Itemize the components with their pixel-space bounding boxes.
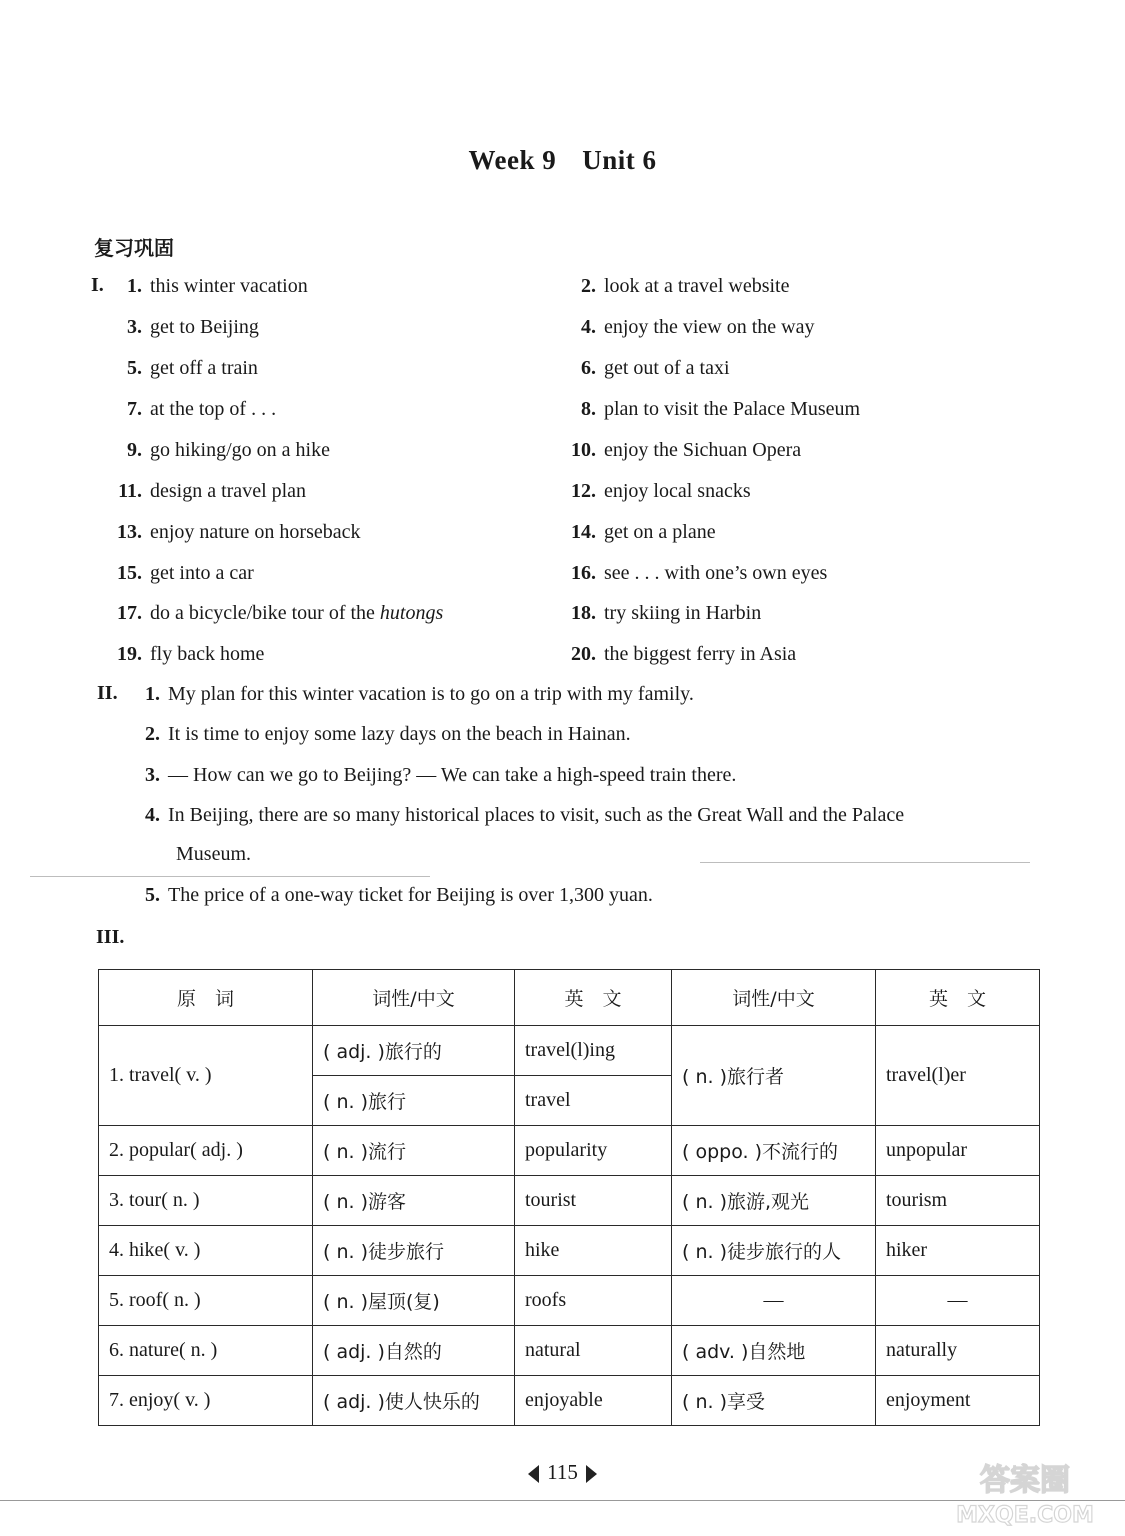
vocab-item-20: 20. the biggest ferry in Asia bbox=[571, 643, 797, 665]
cell-word: 5. roof( n. ) bbox=[99, 1276, 313, 1326]
cell-pos: ( adj. )使人快乐的 bbox=[313, 1376, 515, 1426]
table-header-row bbox=[99, 970, 1040, 1026]
vocab-item-1: 1. this winter vacation bbox=[127, 275, 308, 297]
hutongs-italic: hutongs bbox=[379, 602, 444, 624]
header-pos-chinese: 词性/中文 bbox=[313, 970, 515, 1026]
faint-line bbox=[700, 862, 1030, 863]
cell-dash: — bbox=[876, 1276, 1040, 1326]
week-label: Week 9 bbox=[468, 145, 557, 175]
cell-word: 3. tour( n. ) bbox=[99, 1176, 313, 1226]
header-pos-chinese-2: 词性/中文 bbox=[672, 970, 876, 1026]
cell-pos: ( adj. )旅行的 bbox=[313, 1026, 515, 1076]
cell-pos: ( n. )流行 bbox=[313, 1126, 515, 1176]
part3-label: III. bbox=[96, 926, 125, 948]
watermark-logo bbox=[930, 1458, 1120, 1528]
cell-english: popularity bbox=[515, 1126, 672, 1176]
cell-pos: ( n. )旅游,观光 bbox=[672, 1176, 876, 1226]
cell-english: hike bbox=[515, 1226, 672, 1276]
table-row bbox=[99, 1326, 1040, 1376]
cell-pos: ( n. )屋顶(复) bbox=[313, 1276, 515, 1326]
table-row bbox=[99, 1126, 1040, 1176]
vocab-item-3: 3. get to Beijing bbox=[127, 316, 259, 338]
vocab-item-17: 17. do a bicycle/bike tour of the hutongs bbox=[117, 602, 444, 624]
sentence-5: 5. The price of a one-way ticket for Beijing is over 1,300 yuan. bbox=[145, 884, 653, 906]
page-title bbox=[0, 145, 1125, 176]
cell-pos: ( adv. )自然地 bbox=[672, 1326, 876, 1376]
cell-english: enjoyable bbox=[515, 1376, 672, 1426]
vocab-item-12: 12. enjoy local snacks bbox=[571, 480, 751, 502]
vocab-item-13: 13. enjoy nature on horseback bbox=[117, 521, 361, 543]
header-english: 英 文 bbox=[515, 970, 672, 1026]
vocab-item-10: 10. enjoy the Sichuan Opera bbox=[571, 439, 802, 461]
cell-pos: ( n. )享受 bbox=[672, 1376, 876, 1426]
cell-word: 4. hike( v. ) bbox=[99, 1226, 313, 1276]
cell-word: 6. nature( n. ) bbox=[99, 1326, 313, 1376]
cell-word: 2. popular( adj. ) bbox=[99, 1126, 313, 1176]
sentence-3: 3. — How can we go to Beijing? — We can take a high-speed train there. bbox=[145, 764, 737, 786]
svg-text:答案圈: 答案圈 bbox=[980, 1463, 1070, 1498]
table-row bbox=[99, 1276, 1040, 1326]
cell-dash: — bbox=[672, 1276, 876, 1326]
page-number: 115 bbox=[0, 1460, 1125, 1485]
svg-text:MXQE.COM: MXQE.COM bbox=[956, 1503, 1094, 1528]
cell-english: travel(l)ing bbox=[515, 1026, 672, 1076]
cell-english: roofs bbox=[515, 1276, 672, 1326]
triangle-right-icon bbox=[586, 1465, 597, 1483]
cell-english: natural bbox=[515, 1326, 672, 1376]
cell-pos: ( n. )旅行者 bbox=[672, 1026, 876, 1126]
cell-english: tourism bbox=[876, 1176, 1040, 1226]
cell-pos: ( oppo. )不流行的 bbox=[672, 1126, 876, 1176]
vocab-item-15: 15. get into a car bbox=[117, 562, 254, 584]
triangle-left-icon bbox=[528, 1465, 539, 1483]
vocab-item-18: 18. try skiing in Harbin bbox=[571, 602, 762, 624]
sentence-1: 1. My plan for this winter vacation is to go on a trip with my family. bbox=[145, 683, 694, 705]
vocab-item-16: 16. see . . . with one’s own eyes bbox=[571, 562, 828, 584]
vocab-item-8: 8. plan to visit the Palace Museum bbox=[581, 398, 861, 420]
cell-english: travel bbox=[515, 1076, 672, 1126]
cell-english: enjoyment bbox=[876, 1376, 1040, 1426]
cell-english: unpopular bbox=[876, 1126, 1040, 1176]
cell-english: tourist bbox=[515, 1176, 672, 1226]
cell-pos: ( n. )徒步旅行 bbox=[313, 1226, 515, 1276]
cell-word: 1. travel( v. ) bbox=[99, 1026, 313, 1126]
header-original-word: 原 词 bbox=[99, 970, 313, 1026]
sentence-2: 2. It is time to enjoy some lazy days on the beach in Hainan. bbox=[145, 723, 631, 745]
cell-pos: ( n. )游客 bbox=[313, 1176, 515, 1226]
table-row bbox=[99, 1026, 1040, 1076]
vocab-item-2: 2. look at a travel website bbox=[581, 275, 790, 297]
cell-pos: ( adj. )自然的 bbox=[313, 1326, 515, 1376]
cell-english: travel(l)er bbox=[876, 1026, 1040, 1126]
vocab-item-4: 4. enjoy the view on the way bbox=[581, 316, 815, 338]
part2-label: II. bbox=[97, 682, 118, 704]
vocab-item-5: 5. get off a train bbox=[127, 357, 258, 379]
cell-pos: ( n. )旅行 bbox=[313, 1076, 515, 1126]
section-heading: 复习巩固 bbox=[94, 236, 174, 260]
vocab-item-6: 6. get out of a taxi bbox=[581, 357, 730, 379]
cell-english: naturally bbox=[876, 1326, 1040, 1376]
vocab-item-11: 11. design a travel plan bbox=[118, 480, 307, 502]
sentence-4: 4. In Beijing, there are so many historical places to visit, such as the Great Wall and the Palace bbox=[145, 804, 905, 826]
sentence-4-continuation: Museum. bbox=[176, 843, 251, 865]
table-row bbox=[99, 1226, 1040, 1276]
vocab-item-7: 7. at the top of . . . bbox=[127, 398, 277, 420]
unit-label: Unit 6 bbox=[582, 145, 657, 175]
header-english-2: 英 文 bbox=[876, 970, 1040, 1026]
vocab-item-19: 19. fly back home bbox=[117, 643, 265, 665]
cell-english: hiker bbox=[876, 1226, 1040, 1276]
cell-pos: ( n. )徒步旅行的人 bbox=[672, 1226, 876, 1276]
table-row bbox=[99, 1376, 1040, 1426]
cell-word: 7. enjoy( v. ) bbox=[99, 1376, 313, 1426]
word-forms-table bbox=[98, 969, 1040, 1426]
faint-line bbox=[30, 876, 430, 877]
table-row bbox=[99, 1176, 1040, 1226]
part1-label: I. bbox=[91, 274, 104, 296]
vocab-item-14: 14. get on a plane bbox=[571, 521, 716, 543]
vocab-item-9: 9. go hiking/go on a hike bbox=[127, 439, 330, 461]
